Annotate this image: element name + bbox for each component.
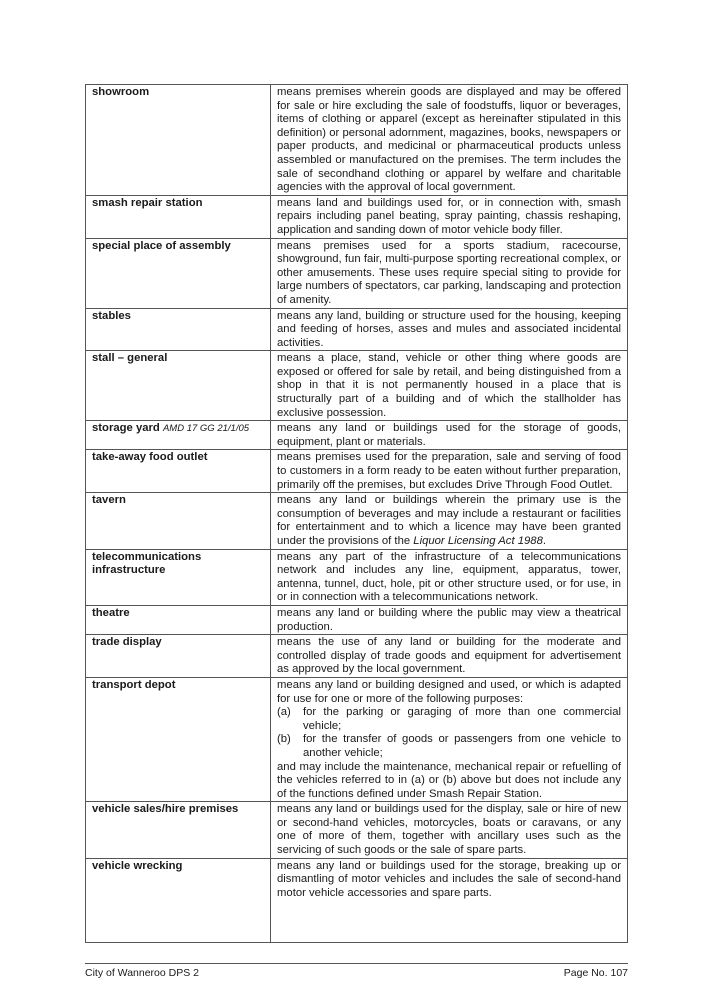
list-item-text: for the transfer of goods or passengers from one vehicle to another vehicle; [303, 733, 621, 759]
definition-text: means a place, stand, vehicle or other thing where goods are exposed or offered for sale by retail, and being distinguished from a shop in that it is not permanently housed in a place that is structurally part of a building and of which the stallholder has exclusive possession. [277, 352, 621, 419]
list-item-text: for the parking or garaging of more than one commercial vehicle; [303, 706, 621, 732]
table-row [86, 85, 628, 196]
term-cell [86, 421, 271, 450]
term-cell [86, 858, 271, 942]
table-row [86, 351, 628, 421]
definition-cell [271, 421, 628, 450]
definition-text: means any land, building or structure used for the housing, keeping and feeding of horses, asses and mules and associated incidental activities. [277, 309, 621, 349]
term-label: showroom [92, 86, 150, 98]
term-label: smash repair station [92, 196, 203, 209]
table-row [86, 450, 628, 493]
definition-text: means any part of the infrastructure of a telecommunications network and includes any line, equipment, apparatus, tower, antenna, tunnel, duct, hole, pit or other structure used, or for use, in or in connection with a telecommunications network. [277, 550, 621, 604]
table-row [86, 635, 628, 678]
definition-cell [271, 351, 628, 421]
definition-text: means any land or buildings wherein the primary use is the consumption of beverages and may include a restaurant or facilities for entertainment and to which a licence may have been granted under the provisions of the [277, 494, 621, 547]
term-label: storage yard [92, 422, 160, 435]
term-cell [86, 351, 271, 421]
definition-text: means the use of any land or building for the moderate and controlled display of trade goods and equipment for advertisement as approved by the local government. [277, 636, 621, 676]
definition-text: means premises wherein goods are displayed and may be offered for sale or hire excluding the sale of foodstuffs, liquor or beverages, items of clothing or apparel (except as hereinafter stipulated in this definition) or personal adornment, magazines, books, newspapers or paper products, and medicinal or pharmaceutical products unless assembled or manufactured on the premises. The term includes the sale of secondhand clothing or apparel by welfare and charitable agencies with the approval of local government. [277, 86, 621, 194]
definition-cell [271, 85, 628, 196]
term-cell [86, 802, 271, 858]
table-row [86, 308, 628, 351]
definition-text: means any land or buildings used for the storage of goods, equipment, plant or materials. [277, 422, 621, 448]
footer-rule [85, 963, 628, 964]
definition-text-end: . [542, 535, 547, 547]
term-cell [86, 308, 271, 351]
term-label: transport depot [92, 678, 176, 691]
list-item [277, 706, 621, 733]
table-row [86, 858, 628, 942]
term-label: special place of assembly [92, 239, 231, 252]
table-row [86, 549, 628, 605]
definition-text: means any land or buildings used for the storage, breaking up or dismantling of motor vehicles and includes the sale of second-hand motor vehicle accessories and spare parts. [277, 859, 621, 899]
definition-outro: and may include the maintenance, mechanical repair or refuelling of the vehicles referred to in (a) or (b) above but does not include any of the functions defined under Smash Repair Station. [277, 760, 621, 800]
definition-intro: means any land or building designed and used, or which is adapted for use for one or more of the following purposes: [277, 678, 621, 705]
list-marker: (b) [277, 733, 291, 746]
amendment-note: AMD 17 GG 21/1/05 [162, 423, 250, 435]
term-label: tavern [92, 494, 126, 507]
definition-cell [271, 677, 628, 801]
definition-text: means land and buildings used for, or in connection with, smash repairs including panel beating, spray painting, chassis reshaping, application and sanding down of motor vehicle body filler. [277, 196, 621, 236]
table-row [86, 677, 628, 801]
term-cell [86, 493, 271, 549]
term-label: telecommunications infrastructure [92, 550, 202, 577]
definition-cell [271, 635, 628, 678]
footer-page-number: Page No. 107 [563, 967, 628, 979]
table-row [86, 605, 628, 634]
definition-text: means premises used for a sports stadium, racecourse, showground, fun fair, multi-purpose sporting recreational complex, or other amusements. These uses require special siting to provide for large numbers of spectators, car parking, landscaping and protection of amenity. [277, 239, 621, 306]
table-row [86, 493, 628, 549]
definition-cell [271, 195, 628, 238]
term-cell [86, 238, 271, 308]
table-row [86, 802, 628, 858]
act-title: Liquor Licensing Act 1988 [413, 535, 543, 547]
term-label: stall – general [92, 352, 168, 365]
definitions-table [85, 84, 628, 943]
term-cell [86, 677, 271, 801]
definition-cell [271, 858, 628, 942]
footer-document-name: City of Wanneroo DPS 2 [85, 967, 199, 979]
term-cell [86, 549, 271, 605]
list-marker: (a) [277, 706, 291, 719]
definition-cell [271, 308, 628, 351]
term-cell [86, 195, 271, 238]
term-label: theatre [92, 606, 130, 619]
term-label: vehicle sales/hire premises [92, 803, 239, 816]
definition-cell [271, 493, 628, 549]
term-label: trade display [92, 636, 162, 649]
definition-cell [271, 450, 628, 493]
definition-text: means premises used for the preparation, sale and serving of food to customers in a form ready to be eaten without further preparation, primarily off the premises, but excludes Drive Through Food Outlet. [277, 451, 621, 491]
definition-text: means any land or building where the public may view a theatrical production. [277, 606, 621, 633]
table-row [86, 238, 628, 308]
table-row [86, 195, 628, 238]
definition-text: means any land or buildings used for the display, sale or hire of new or second-hand vehicles, motorcycles, boats or caravans, or any one of more of them, together with ancillary uses such as the servicing of such goods or the sale of spare parts. [277, 803, 621, 857]
term-label: take-away food outlet [92, 451, 208, 464]
definition-cell [271, 802, 628, 858]
definition-cell [271, 238, 628, 308]
term-cell [86, 85, 271, 196]
table-row [86, 421, 628, 450]
term-label: stables [92, 309, 131, 322]
term-cell [86, 450, 271, 493]
term-label: vehicle wrecking [92, 859, 183, 872]
term-cell [86, 635, 271, 678]
list-item [277, 733, 621, 760]
definition-cell [271, 549, 628, 605]
term-cell [86, 605, 271, 634]
definition-cell [271, 605, 628, 634]
